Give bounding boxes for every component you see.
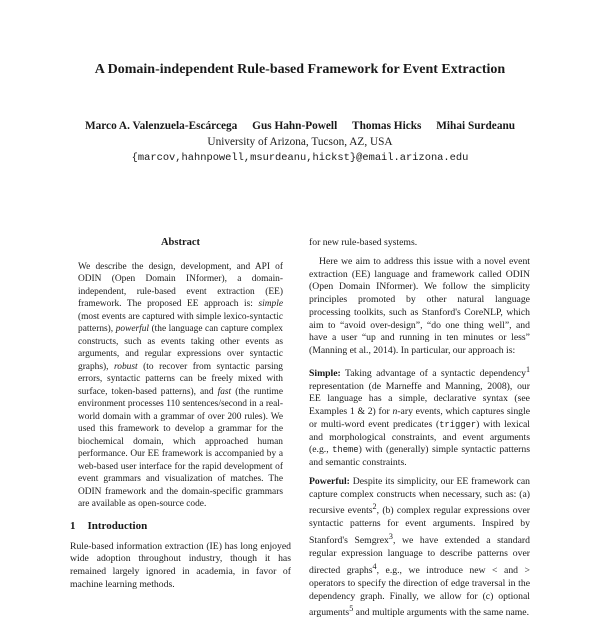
footnote-marker: 5: [349, 604, 354, 614]
intro-paragraph-2: Here we aim to address this issue with a novel event extraction (EE) language and framework called ODIN (Open Domain INformer). We follow the simplicity principles promoted by other natural language processing toolkits, such as Stanford's CoreNLP, which aim to “avoid over-design”, “do one thing well”, and have a user “up and running in ten minutes or less” (Manning et al., 2014). In particular, our approach is:: [309, 255, 530, 356]
simple-paragraph: Simple: Taking advantage of a syntactic dependency$^1$ representation (de Marneffe and Manning, 2008), our EE language has a simple, declarative syntax (see Examples 1 & 2) for n-ary events, which captures single or multi-word event predicates (trigger) with lexical and morphological constraints, and event arguments (e.g., theme) with (generally) simple syntactic patterns and semantic constraints.: [309, 364, 531, 469]
author-list: [0, 120, 600, 132]
abstract-heading: Abstract: [160, 237, 201, 248]
footnote-marker: 4: [372, 561, 377, 571]
continued-paragraph: for new rule-based systems.: [309, 237, 418, 248]
paper-title: A Domain-independent Rule-based Framework for Event Extraction: [94, 62, 506, 77]
affiliation: University of Arizona, Tucson, AZ, USA: [207, 136, 393, 148]
author-name: Thomas Hicks: [352, 120, 422, 132]
author-name: Marco A. Valenzuela-Escárcega: [84, 120, 238, 132]
footnote-marker: 2: [372, 502, 377, 512]
introduction-paragraph: Rule-based information extraction (IE) has long enjoyed wide adoption throughout industry, though it has remained largely ignored in academia, in favor of machine learning methods.: [70, 540, 291, 590]
author-name: Gus Hahn-Powell: [252, 120, 338, 132]
powerful-paragraph: Powerful: Despite its simplicity, our EE framework can capture complex constructs when necessary, such as: (a) recursive events$^2$, (b) complex regular expressions over syntactic patterns for event arguments. Inspired by Stanford's Semgrex$^3$, we have extended a standard regular expression language to describe patterns over directed graphs$^4$, e.g., we introduce new < and > operators to specify the direction of edge traversal in the dependency graph. Finally, we allow for (c) optional arguments$^5$ and multiple arguments with the same name.: [309, 475, 530, 619]
right-column: [309, 237, 530, 620]
footnote-marker: 3: [388, 532, 393, 542]
author-name: Mihai Surdeanu: [436, 120, 516, 132]
author-emails: {marcov,hahnpowell,msurdeanu,hickst}@email.arizona.edu: [131, 152, 469, 164]
abstract-body: We describe the design, development, and API of ODIN (Open Domain INformer), a domain-independent, rule-based event extraction (EE) framework. The proposed EE approach is: simple (most events are captured with simple lexico-syntactic patterns), powerful (the language can capture complex constructs, such as events taking other events as arguments, and regular expressions over syntactic graphs), robust (to recover from syntactic parsing errors, syntactic patterns can be freely mixed with surface, token-based patterns), and fast (the runtime environment processes 110 sentences/second in a real-world domain with a grammar of over 200 rules). We used this framework to develop a grammar for the biochemical domain, which approached human performance. Our EE framework is accompanied by a web-based user interface for the rapid development of event grammars and visualization of matches. The ODIN framework and the domain-specific grammars are available as open-source code.: [78, 261, 283, 510]
section-heading-introduction: 1 Introduction: [70, 519, 148, 532]
footnote-marker: 1: [525, 364, 530, 374]
left-column: [70, 237, 291, 590]
